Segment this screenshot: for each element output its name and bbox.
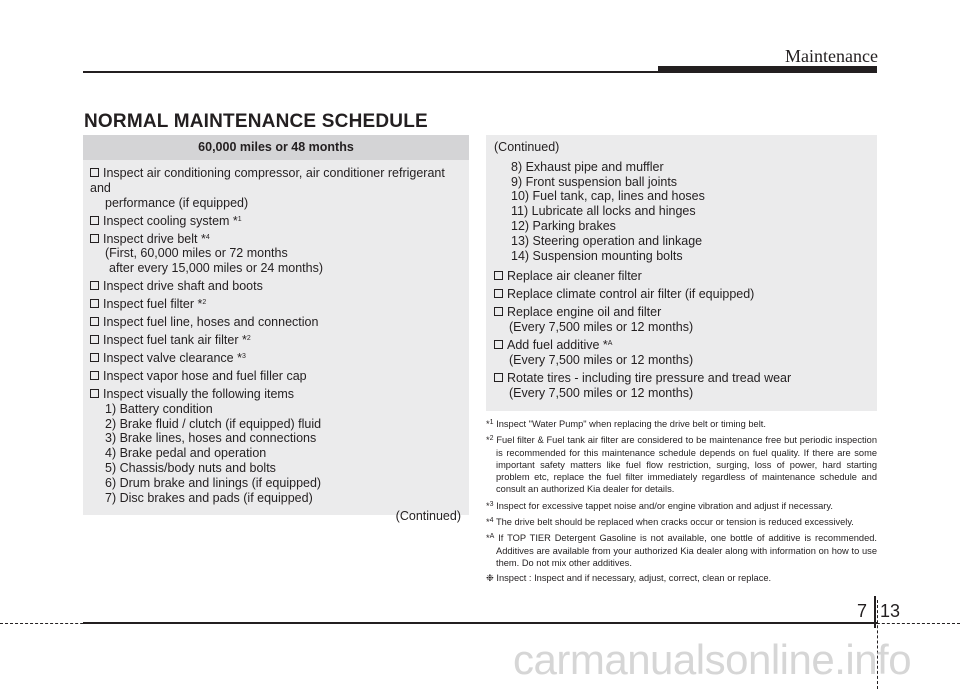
visual-subitem: 11) Lubricate all locks and hinges xyxy=(511,204,696,219)
visual-subitem: 3) Brake lines, hoses and connections xyxy=(105,431,317,446)
checkbox-icon xyxy=(494,289,503,298)
left-panel-header: 60,000 miles or 48 months xyxy=(83,135,469,160)
checkbox-icon xyxy=(90,317,99,326)
checkbox-icon xyxy=(90,335,99,344)
continued-label: (Continued) xyxy=(395,509,461,524)
continued-label: (Continued) xyxy=(494,140,560,154)
visual-subitem: 12) Parking brakes xyxy=(511,218,616,233)
schedule-item: Inspect valve clearance *$^3$ xyxy=(90,351,461,366)
right-schedule-panel xyxy=(486,135,877,411)
checkbox-icon xyxy=(494,340,503,349)
checkbox-icon xyxy=(90,234,99,243)
checkbox-icon xyxy=(90,216,99,225)
schedule-item: Inspect visually the following items 1) Battery condition 2) Brake fluid / clutch (if equipped) fluid 3) Brake lines, hoses and connections 4) Brake pedal and operation 5) Chassis/body nuts and bolts 6) Drum brake and linings (if equipped) 7) Disc brakes and pads (if equipped) xyxy=(90,387,461,505)
inspect-definition: ❉ Inspect : Inspect and if necessary, adjust, correct, clean or replace. xyxy=(486,573,772,584)
schedule-item: Inspect fuel filter *$^2$ xyxy=(90,297,461,312)
watermark: carmanualsonline.info xyxy=(513,636,912,683)
footnotes xyxy=(486,417,877,588)
visual-subitem: 8) Exhaust pipe and muffler xyxy=(511,159,664,174)
footnote: *$^4$ The drive belt should be replaced when cracks occur or tension is reduced excessively. xyxy=(486,517,854,528)
schedule-item: Inspect drive belt *$^4$ (First, 60,000 miles or 72 months after every 15,000 miles or 24 months) xyxy=(90,232,461,276)
footnote: *$^A$ If TOP TIER Detergent Gasoline is not available, one bottle of additive is recommended. Additives are available from your authorized Kia dealer along with information on how to use them. Do not mix other additives. xyxy=(486,533,878,568)
visual-subitem: 14) Suspension mounting bolts xyxy=(511,248,683,263)
checkbox-icon xyxy=(90,371,99,380)
visual-subitem: 13) Steering operation and linkage xyxy=(511,233,703,248)
visual-subitem: 2) Brake fluid / clutch (if equipped) fluid xyxy=(105,416,322,431)
left-panel-body xyxy=(83,160,469,524)
page-number: 13 xyxy=(880,601,901,621)
schedule-item: Add fuel additive *$^A$ (Every 7,500 miles or 12 months) xyxy=(494,338,869,368)
header-rule xyxy=(83,71,658,73)
visual-subitem: 1) Battery condition xyxy=(105,401,213,416)
schedule-item: Replace engine oil and filter (Every 7,500 miles or 12 months) xyxy=(494,305,869,335)
visual-subitem: 7) Disc brakes and pads (if equipped) xyxy=(105,490,313,505)
chapter-number: 7 xyxy=(857,601,868,621)
schedule-item: Rotate tires - including tire pressure and tread wear (Every 7,500 miles or 12 months) xyxy=(494,371,869,401)
schedule-item: Inspect fuel line, hoses and connection xyxy=(90,315,461,330)
checkbox-icon xyxy=(494,373,503,382)
visual-subitem: 6) Drum brake and linings (if equipped) xyxy=(105,475,322,490)
visual-subitem: 9) Front suspension ball joints xyxy=(511,174,678,189)
checkbox-icon xyxy=(494,271,503,280)
visual-subitem: 4) Brake pedal and operation xyxy=(105,446,267,461)
header-rule-bold xyxy=(658,66,877,73)
checkbox-icon xyxy=(90,168,99,177)
footnote: *$^2$ Fuel filter & Fuel tank air filter are considered to be maintenance free but periodic inspection is recommended for this maintenance schedule depends on fuel quality. If there are some important safety matters like fuel flow restriction, surging, loss of power, hard starting problem etc, replace the fuel filter immediately regardless of maintenance schedule and consult an authorized Kia dealer for details. xyxy=(486,435,877,495)
schedule-item: Inspect vapor hose and fuel filler cap xyxy=(90,369,461,384)
footnote: *$^1$ Inspect "Water Pump" when replacing the drive belt or timing belt. xyxy=(486,419,766,429)
checkbox-icon xyxy=(90,353,99,362)
header-title: Maintenance xyxy=(785,46,878,66)
schedule-item: Inspect air conditioning compressor, air conditioner refrigerant and performance (if equipped) xyxy=(90,166,445,210)
footnote: *$^3$ Inspect for excessive tappet noise and/or engine vibration and adjust if necessary. xyxy=(486,500,833,511)
checkbox-icon xyxy=(90,281,99,290)
schedule-item: Inspect fuel tank air filter *$^2$ xyxy=(90,333,461,348)
schedule-item: Replace climate control air filter (if equipped) xyxy=(494,287,869,302)
schedule-item: Replace air cleaner filter xyxy=(494,269,869,284)
checkbox-icon xyxy=(494,307,503,316)
visual-subitem: 5) Chassis/body nuts and bolts xyxy=(105,461,276,476)
checkbox-icon xyxy=(90,389,99,398)
visual-subitem: 10) Fuel tank, cap, lines and hoses xyxy=(511,189,705,204)
schedule-item: Inspect drive shaft and boots xyxy=(90,279,461,294)
page-number-divider xyxy=(874,596,876,628)
schedule-item: Inspect cooling system *$^1$ xyxy=(90,214,461,229)
page-heading: NORMAL MAINTENANCE SCHEDULE xyxy=(84,111,428,132)
footer-rule-solid xyxy=(83,622,877,624)
checkbox-icon xyxy=(90,299,99,308)
left-schedule-panel xyxy=(83,135,469,524)
